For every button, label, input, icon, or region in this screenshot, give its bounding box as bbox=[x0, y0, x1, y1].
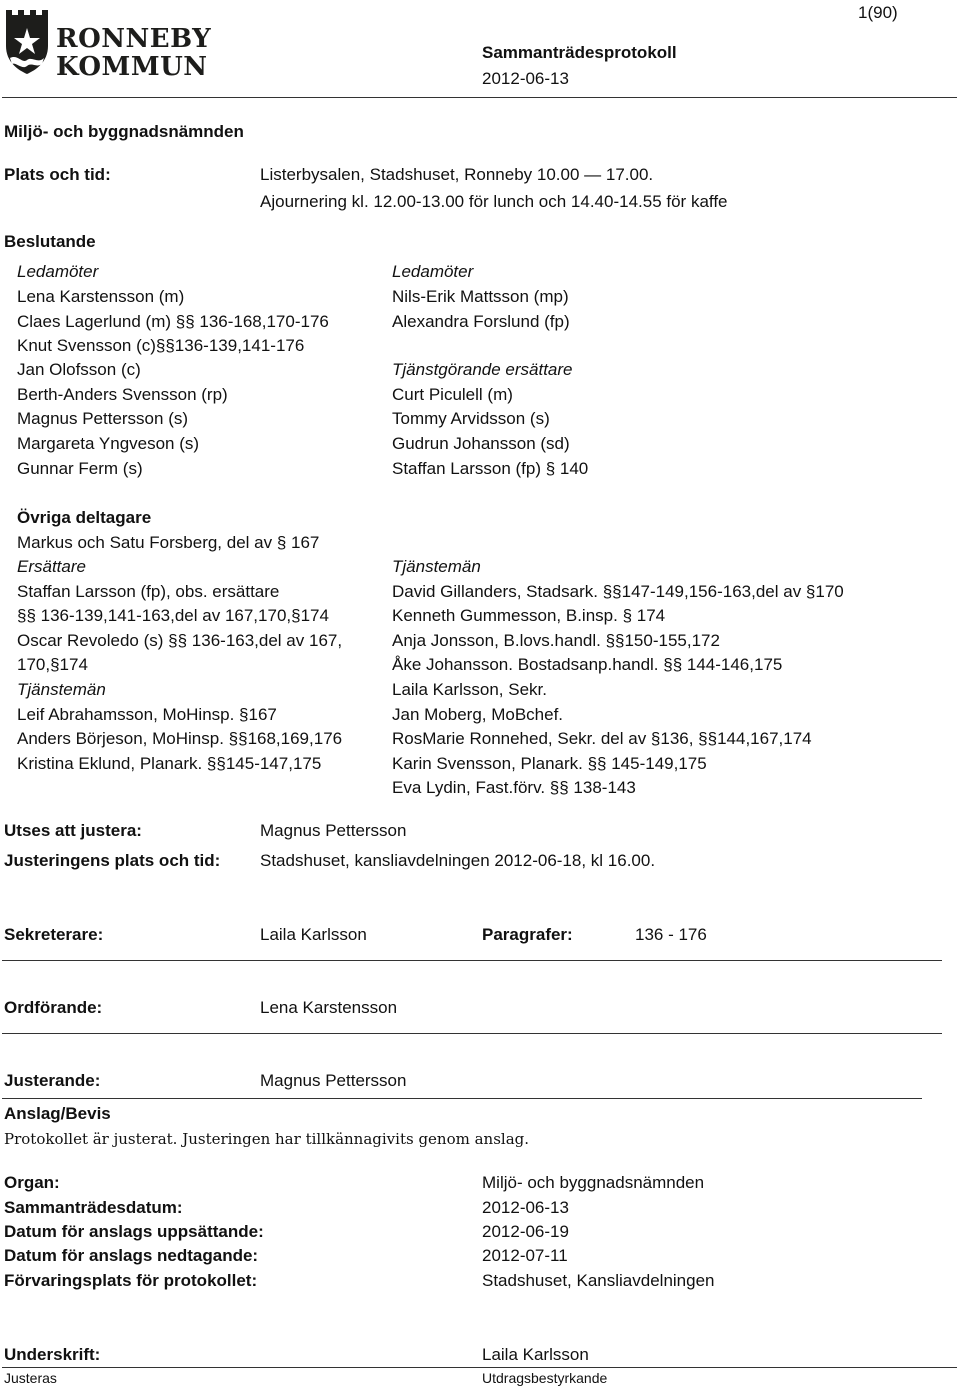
anslag-row-value: 2012-06-13 bbox=[482, 1198, 569, 1217]
ersattare-row: §§ 136-139,141-163,del av 167,170,§174 bbox=[17, 606, 329, 625]
right-ledamoter-heading: Ledamöter bbox=[392, 262, 474, 281]
beslutande-heading: Beslutande bbox=[4, 232, 96, 251]
paragrafer-value: 136 - 176 bbox=[635, 925, 707, 944]
left-tjansteman-heading: Tjänstemän bbox=[17, 680, 106, 699]
substitutes-heading: Tjänstgörande ersättare bbox=[392, 360, 573, 379]
anslag-row-label: Datum för anslags uppsättande: bbox=[4, 1222, 264, 1241]
ersattare-row: 170,§174 bbox=[17, 655, 88, 674]
header-divider bbox=[2, 97, 957, 98]
member-row: Alexandra Forslund (fp) bbox=[392, 312, 570, 331]
substitute-row: Staffan Larsson (fp) § 140 bbox=[392, 459, 589, 478]
official-row: Kenneth Gummesson, B.insp. § 174 bbox=[392, 606, 666, 625]
ovriga-heading: Övriga deltagare bbox=[17, 508, 152, 527]
official-row: Kristina Eklund, Planark. §§145-147,175 bbox=[17, 754, 322, 773]
official-row: Karin Svensson, Planark. §§ 145-149,175 bbox=[392, 754, 707, 773]
official-row: Laila Karlsson, Sekr. bbox=[392, 680, 547, 699]
sekreterare-label: Sekreterare: bbox=[4, 925, 104, 944]
substitute-row: Tommy Arvidsson (s) bbox=[392, 409, 550, 428]
official-row: RosMarie Ronnehed, Sekr. del av §136, §§144,167,174 bbox=[392, 729, 812, 748]
anslag-heading: Anslag/Bevis bbox=[4, 1104, 111, 1123]
substitute-row: Curt Piculell (m) bbox=[392, 385, 513, 404]
anslag-row-value: 2012-07-11 bbox=[482, 1246, 568, 1265]
utses-label: Utses att justera: bbox=[4, 821, 142, 840]
anslag-row-label: Sammanträdesdatum: bbox=[4, 1198, 183, 1217]
ersattare-row: Staffan Larsson (fp), obs. ersättare bbox=[17, 582, 280, 601]
logo-text-line1: RONNEBY bbox=[56, 24, 212, 54]
logo-text-line2: KOMMUN bbox=[56, 52, 208, 82]
ordforande-label: Ordförande: bbox=[4, 998, 103, 1017]
underskrift-label: Underskrift: bbox=[4, 1345, 101, 1364]
sekreterare-name: Laila Karlsson bbox=[260, 925, 367, 944]
substitute-row: Gudrun Johansson (sd) bbox=[392, 434, 570, 453]
official-row: Leif Abrahamsson, MoHinsp. §167 bbox=[17, 705, 277, 724]
official-row: Anja Jonsson, B.lovs.handl. §§150-155,172 bbox=[392, 631, 720, 650]
justerande-name: Magnus Pettersson bbox=[260, 1071, 407, 1090]
logo bbox=[2, 6, 212, 82]
member-row: Nils-Erik Mattsson (mp) bbox=[392, 287, 569, 306]
official-row: Åke Johansson. Bostadsanp.handl. §§ 144-146,175 bbox=[392, 655, 783, 674]
anslag-row-value: Miljö- och byggnadsnämnden bbox=[482, 1173, 705, 1192]
right-tjansteman-heading: Tjänstemän bbox=[392, 557, 481, 576]
place-time-line2: Ajournering kl. 12.00-13.00 för lunch och 14.40-14.55 för kaffe bbox=[260, 192, 728, 211]
anslag-row-label: Organ: bbox=[4, 1173, 60, 1192]
signature-line bbox=[2, 1033, 942, 1034]
footer-justeras: Justeras bbox=[4, 1370, 57, 1386]
paragrafer-label: Paragrafer: bbox=[482, 925, 573, 944]
ordforande-name: Lena Karstensson bbox=[260, 998, 398, 1017]
left-ledamoter-heading: Ledamöter bbox=[17, 262, 99, 281]
signature-line bbox=[2, 1098, 922, 1099]
member-row: Berth-Anders Svensson (rp) bbox=[17, 385, 228, 404]
justering-plats-value: Stadshuset, kansliavdelningen 2012-06-18, kl 16.00. bbox=[260, 851, 656, 870]
member-row: Claes Lagerlund (m) §§ 136-168,170-176 bbox=[17, 312, 329, 331]
doc-date: 2012-06-13 bbox=[482, 69, 569, 88]
justerande-label: Justerande: bbox=[4, 1071, 101, 1090]
anslag-row-value: Stadshuset, Kansliavdelningen bbox=[482, 1271, 715, 1290]
doc-title: Sammanträdesprotokoll bbox=[482, 43, 677, 62]
signature-line bbox=[2, 960, 942, 961]
anslag-text: Protokollet är justerat. Justeringen har tillkännagivits genom anslag. bbox=[4, 1130, 530, 1148]
official-row: David Gillanders, Stadsark. §§147-149,156-163,del av §170 bbox=[392, 582, 844, 601]
place-time-line1: Listerbysalen, Stadshuset, Ronneby 10.00 — 17.00. bbox=[260, 165, 654, 184]
member-row: Jan Olofsson (c) bbox=[17, 360, 141, 379]
anslag-row-value: 2012-06-19 bbox=[482, 1222, 569, 1241]
official-row: Anders Börjeson, MoHinsp. §§168,169,176 bbox=[17, 729, 343, 748]
page-number: 1(90) bbox=[858, 3, 898, 22]
official-row: Eva Lydin, Fast.förv. §§ 138-143 bbox=[392, 778, 636, 797]
member-row: Lena Karstensson (m) bbox=[17, 287, 185, 306]
anslag-row-label: Datum för anslags nedtagande: bbox=[4, 1246, 259, 1265]
justering-plats-label: Justeringens plats och tid: bbox=[4, 851, 221, 870]
committee-name: Miljö- och byggnadsnämnden bbox=[4, 122, 244, 141]
ersattare-row: Oscar Revoledo (s) §§ 136-163,del av 167, bbox=[17, 631, 343, 650]
ovriga-line: Markus och Satu Forsberg, del av § 167 bbox=[17, 533, 320, 552]
member-row: Knut Svensson (c)§§136-139,141-176 bbox=[17, 336, 305, 355]
member-row: Magnus Pettersson (s) bbox=[17, 409, 189, 428]
underskrift-name: Laila Karlsson bbox=[482, 1345, 589, 1364]
ersattare-heading: Ersättare bbox=[17, 557, 86, 576]
coat-of-arms-icon bbox=[2, 6, 50, 76]
place-time-label: Plats och tid: bbox=[4, 165, 111, 184]
footer-utdragsbestyrkande: Utdragsbestyrkande bbox=[482, 1370, 608, 1386]
anslag-row-label: Förvaringsplats för protokollet: bbox=[4, 1271, 258, 1290]
member-row: Gunnar Ferm (s) bbox=[17, 459, 143, 478]
official-row: Jan Moberg, MoBchef. bbox=[392, 705, 564, 724]
utses-value: Magnus Pettersson bbox=[260, 821, 407, 840]
member-row: Margareta Yngveson (s) bbox=[17, 434, 200, 453]
footer-divider bbox=[2, 1367, 957, 1368]
